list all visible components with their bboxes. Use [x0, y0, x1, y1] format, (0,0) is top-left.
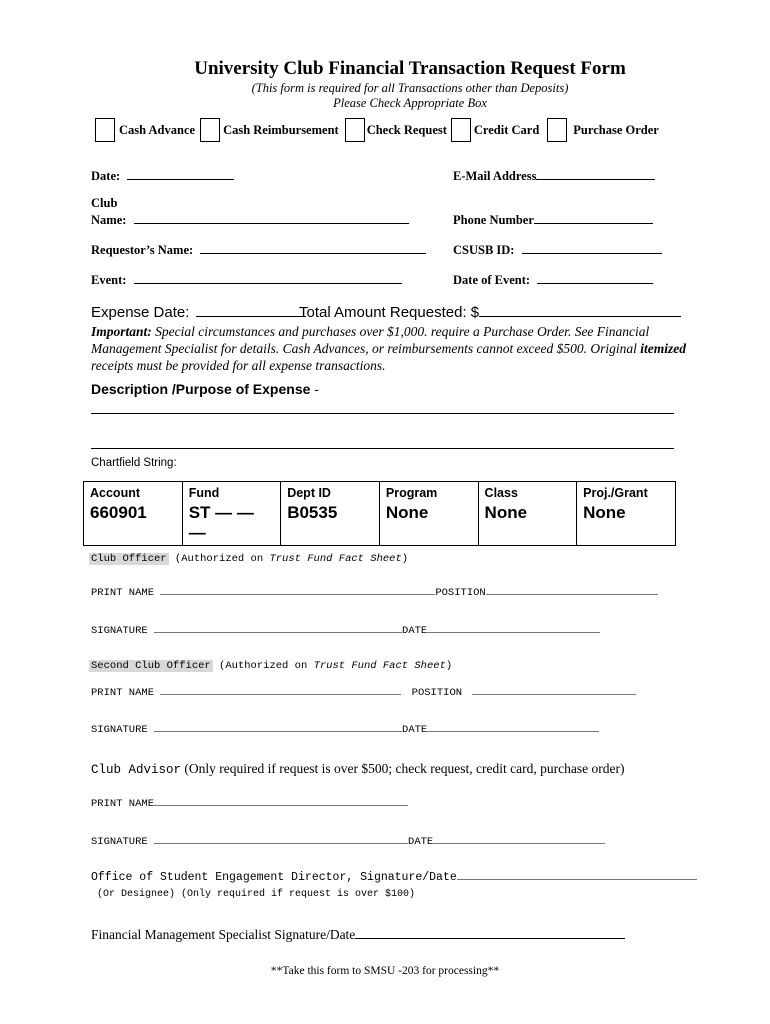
total-amount-field — [299, 302, 681, 321]
transaction-type-row — [95, 118, 663, 142]
director-row — [91, 870, 697, 884]
chartfield-header: Proj./Grant — [583, 486, 648, 500]
csusb-id-input[interactable] — [522, 241, 662, 254]
chartfield-header: Program — [385, 486, 438, 500]
description-line-2[interactable] — [91, 448, 674, 449]
purchase-order-label: Purchase Order — [573, 122, 659, 137]
club-officer-position-label: POSITION — [435, 587, 486, 599]
second-officer-date-input[interactable] — [427, 722, 599, 732]
purchase-order-checkbox[interactable] — [547, 118, 567, 142]
chartfield-value: ST — — — — [188, 503, 254, 542]
important-text-end: receipts must be provided for all expense transactions. — [91, 358, 386, 373]
advisor-signature-input[interactable] — [154, 834, 408, 844]
total-amount-label: Total Amount Requested: $ — [299, 304, 480, 321]
advisor-heading — [91, 760, 624, 778]
phone-label: Phone Number — [453, 213, 534, 227]
advisor-title: Club Advisor — [91, 763, 182, 777]
form-subtitle: (This form is required for all Transactions other than Deposits) — [251, 81, 569, 95]
club-officer-auth: (Authorized on — [168, 553, 270, 565]
club-officer-date-label: DATE — [402, 625, 428, 637]
club-officer-title: Club Officer — [91, 553, 167, 565]
chartfield-header: Fund — [188, 486, 220, 500]
second-officer-heading — [89, 660, 452, 672]
event-date-label: Date of Event: — [453, 273, 531, 287]
check-request-label: Check Request — [366, 122, 447, 137]
club-label-1: Club — [91, 196, 118, 210]
fms-signature-input[interactable] — [355, 924, 625, 939]
description-dash: - — [310, 381, 319, 397]
expense-date-field — [91, 302, 306, 321]
second-officer-print-label: PRINT NAME — [91, 687, 155, 699]
advisor-print-row — [91, 796, 408, 810]
director-label: Office of Student Engagement Director, Signature/Date — [91, 871, 457, 884]
chartfield-cell-dept-id — [281, 482, 380, 546]
chartfield-cell-class — [478, 482, 577, 546]
club-name-field — [91, 211, 409, 228]
csusb-id-field — [453, 241, 662, 258]
advisor-date-input[interactable] — [433, 834, 605, 844]
phone-input[interactable] — [534, 211, 653, 224]
event-field — [91, 271, 402, 288]
advisor-print-input[interactable] — [154, 796, 408, 806]
chartfield-value: None — [583, 503, 626, 522]
second-officer-signature-input[interactable] — [154, 722, 402, 732]
email-field — [453, 167, 655, 184]
chartfield-value: None — [385, 503, 429, 522]
club-name-input[interactable] — [134, 211, 409, 224]
director-note: (Or Designee) (Only required if request is over $100) — [97, 889, 416, 900]
event-date-field — [453, 271, 653, 288]
chartfield-value: 660901 — [90, 503, 147, 522]
chartfield-row — [84, 482, 676, 546]
total-amount-input[interactable] — [479, 302, 681, 317]
second-officer-print-input[interactable] — [160, 685, 401, 695]
second-officer-position-label: POSITION — [411, 687, 463, 699]
processing-note: **Take this form to SMSU -203 for processing** — [270, 965, 500, 977]
chartfield-header: Dept ID — [287, 486, 331, 500]
chartfield-header: Account — [90, 486, 140, 500]
chartfield-header: Class — [484, 486, 518, 500]
requestor-input[interactable] — [200, 241, 426, 254]
second-officer-auth-doc: Trust Fund Fact Sheet — [313, 660, 446, 672]
description-heading — [91, 381, 319, 397]
csusb-id-label: CSUSB ID: — [453, 243, 515, 257]
club-officer-auth-close: ) — [401, 553, 409, 565]
chartfield-cell-proj-grant — [577, 482, 676, 546]
cash-advance-checkbox[interactable] — [95, 118, 115, 142]
important-note — [91, 323, 691, 374]
date-field — [91, 167, 234, 184]
chartfield-cell-account — [84, 482, 183, 546]
important-text: Special circumstances and purchases over $1,000. require a Purchase Order. See Financial Management Specialist for details. Cash Advances, or reimbursements cannot exceed $500. Original — [91, 324, 650, 356]
director-signature-input[interactable] — [457, 870, 697, 880]
second-officer-signature-row — [91, 722, 599, 736]
form-instruction: Please Check Appropriate Box — [333, 96, 487, 110]
expense-date-label: Expense Date: — [91, 304, 190, 321]
club-officer-print-label: PRINT NAME — [91, 587, 155, 599]
advisor-note: (Only required if request is over $500; check request, credit card, purchase order) — [181, 761, 625, 776]
second-officer-auth: (Authorized on — [212, 660, 314, 672]
advisor-print-label: PRINT NAME — [91, 798, 155, 810]
important-itemized: itemized — [640, 341, 687, 356]
chartfield-value: B0535 — [287, 503, 338, 522]
club-name-label: Name: — [91, 213, 127, 227]
second-officer-print-row — [91, 685, 636, 699]
check-request-checkbox[interactable] — [345, 118, 365, 142]
email-input[interactable] — [536, 167, 655, 180]
important-label: Important: — [91, 324, 152, 339]
fms-label: Financial Management Specialist Signature/Date — [91, 927, 356, 942]
credit-card-checkbox[interactable] — [451, 118, 471, 142]
club-officer-heading — [89, 553, 408, 565]
form-title: University Club Financial Transaction Request Form — [194, 58, 626, 79]
event-input[interactable] — [134, 271, 402, 284]
requestor-field — [91, 241, 426, 258]
club-officer-signature-row — [91, 623, 600, 637]
chartfield-cell-fund — [182, 482, 280, 546]
requestor-label: Requestor’s Name: — [91, 243, 194, 257]
chartfield-label: Chartfield String: — [91, 457, 177, 469]
description-label: Description /Purpose of Expense — [91, 381, 311, 397]
club-officer-signature-label: SIGNATURE — [91, 625, 148, 637]
second-officer-signature-label: SIGNATURE — [91, 724, 148, 736]
second-officer-date-label: DATE — [402, 724, 428, 736]
second-officer-position-input[interactable] — [472, 685, 636, 695]
description-line-1[interactable] — [91, 413, 674, 414]
phone-field — [453, 211, 653, 228]
expense-date-input[interactable] — [196, 302, 306, 317]
credit-card-label: Credit Card — [473, 122, 540, 137]
event-label: Event: — [91, 273, 127, 287]
advisor-date-label: DATE — [408, 836, 434, 848]
date-label: Date: — [91, 169, 121, 183]
club-officer-position-input[interactable] — [486, 585, 658, 595]
advisor-signature-label: SIGNATURE — [91, 836, 148, 848]
cash-reimbursement-label: Cash Reimbursement — [223, 122, 339, 137]
cash-reimbursement-checkbox[interactable] — [200, 118, 220, 142]
date-input[interactable] — [127, 167, 234, 180]
cash-advance-label: Cash Advance — [119, 122, 196, 137]
advisor-signature-row — [91, 834, 605, 848]
club-officer-date-input[interactable] — [427, 623, 600, 633]
email-label: E-Mail Address — [453, 169, 537, 183]
second-officer-title: Second Club Officer — [91, 660, 211, 672]
club-officer-print-input[interactable] — [160, 585, 435, 595]
chartfield-value: None — [484, 503, 528, 522]
club-officer-print-row — [91, 585, 658, 599]
event-date-input[interactable] — [537, 271, 653, 284]
chartfield-table — [83, 481, 676, 546]
club-officer-auth-doc: Trust Fund Fact Sheet — [269, 553, 402, 565]
chartfield-cell-program — [379, 482, 478, 546]
fms-row — [91, 924, 625, 943]
club-officer-signature-input[interactable] — [154, 623, 402, 633]
second-officer-auth-close: ) — [445, 660, 453, 672]
